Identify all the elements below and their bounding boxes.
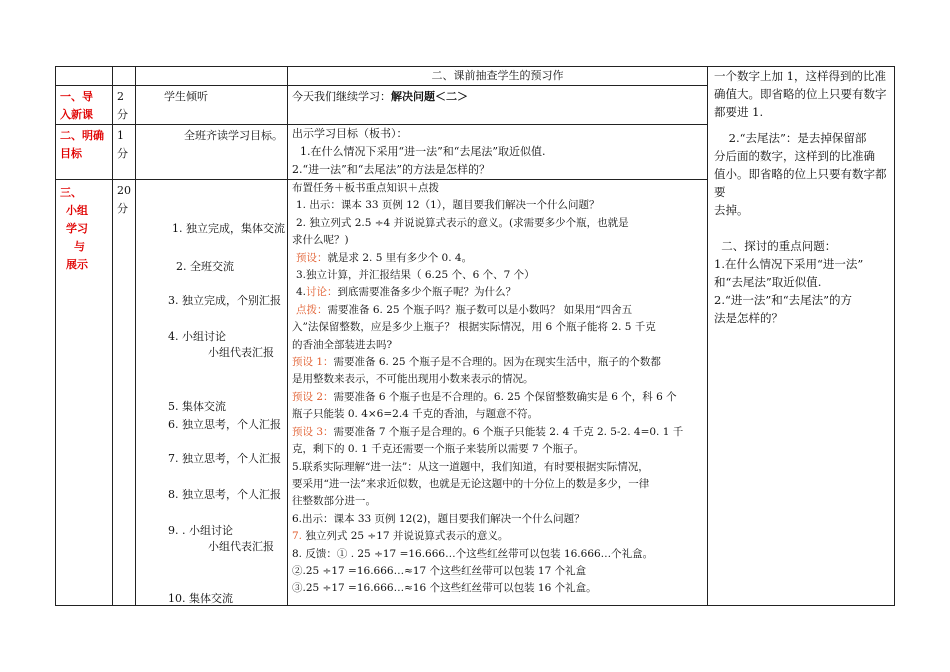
objective-heading: 出示学习目标（板书）： <box>292 127 408 140</box>
task-line: 要采用“进一法”来求近似数，也就是无论这题中的十分位上的数是多少，一律 <box>292 477 650 490</box>
intro-text: 今天我们继续学习： <box>292 90 391 103</box>
preset-2-label: 预设 2： <box>292 390 334 403</box>
time-cell-1 <box>113 86 136 125</box>
student-step-7: 7. 独立思考，个人汇报 <box>168 452 281 465</box>
student-cell-1 <box>136 86 288 125</box>
stage-label: 展示 <box>66 258 88 271</box>
task-line: 5.联系实际理解“进一法”：从这一道题中，我们知道，有时要根据实际情况， <box>292 460 649 473</box>
step-7-num: 7. <box>292 530 303 543</box>
intro-topic: 解决问题＜二＞ <box>391 90 468 103</box>
right-p3-title: 二、探讨的重点问题： <box>714 239 837 253</box>
student-step-8: 8. 独立思考，个人汇报 <box>168 488 281 501</box>
lesson-plan-table <box>55 66 895 606</box>
student-step-10: 10. 集体交流 <box>168 592 233 605</box>
stage-label: 小组 <box>66 204 88 217</box>
header-empty-time <box>113 67 136 86</box>
preset-2-text: 需要准备 6 个瓶子也是不合理的。6. 25 个保留整数确实是 6 个，科 6 个 <box>333 390 677 403</box>
header-empty-stage <box>56 67 113 86</box>
task-line: ②.25 ÷17 =16.666…≈17 个这些红丝带可以包装 17 个礼盒 <box>292 564 587 577</box>
right-notes-cell <box>708 67 895 606</box>
preset-3-text: 克，剩下的 0. 1 千克还需要一个瓶子来装所以需要 7 个瓶子。 <box>292 443 585 456</box>
student-step-2: 2. 全班交流 <box>176 260 234 273</box>
right-p1-line: 一个数字上加 1，这样得到的比准 <box>714 69 886 83</box>
student-step-4b: 小组代表汇报 <box>208 346 274 359</box>
stage-cell-1 <box>56 86 113 125</box>
preset-label: 预设： <box>296 251 328 264</box>
teacher-cell-1 <box>288 86 708 125</box>
teacher-cell-2 <box>288 125 708 180</box>
right-p3-line: 1.在什么情况下采用“进一法” <box>714 257 864 271</box>
hint-text: 需要准备 6. 25 个瓶子吗？瓶子数可以是小数吗？ 如果用“四舍五 <box>327 303 633 316</box>
student-step-9b: 小组代表汇报 <box>208 540 274 553</box>
student-step-5: 5. 集体交流 <box>168 400 226 413</box>
time-value: 20 <box>117 184 131 197</box>
student-activity: 全班齐读学习目标。 <box>184 129 283 142</box>
time-value: 2 <box>117 90 124 103</box>
stage-cell-2 <box>56 125 113 180</box>
stage-label: 与 <box>74 240 85 253</box>
right-p1-line: 都要进 1. <box>714 105 764 119</box>
right-p2-line: 2.“去尾法”：是去掉保留部 <box>714 131 867 145</box>
stage-label: 入新课 <box>60 108 93 121</box>
teacher-cell-3 <box>288 180 708 606</box>
stage-label: 一、导 <box>60 90 93 103</box>
student-cell-3 <box>136 180 288 606</box>
student-step-1: 1. 独立完成，集体交流 <box>172 222 285 235</box>
stage-label: 学习 <box>66 222 88 235</box>
preset-3-label: 预设 3： <box>292 425 334 438</box>
hint-label: 点拨： <box>296 303 328 316</box>
header-empty-student <box>136 67 288 86</box>
right-p2-line: 分后面的数字，这样到的比准确 <box>714 149 875 163</box>
preset-3-text: 需要准备 7 个瓶子是合理的。6 个瓶子只能装 2. 4 千克 2. 5-2. 4=0. 1 千 <box>333 425 684 438</box>
time-cell-2 <box>113 125 136 180</box>
task-line: 2. 独立列式 2.5 ÷4 并说说算式表示的意义。(求需要多少个瓶，也就是 <box>296 216 629 229</box>
hint-text: 入”法保留整数，应是多少上瓶子？ 根据实际情况，用 6 个瓶子能将 2. 5 千克 <box>292 321 656 334</box>
student-activity: 学生倾听 <box>164 90 208 103</box>
student-cell-2 <box>136 125 288 180</box>
right-p2-line: 要 <box>714 185 726 199</box>
preset-1-label: 预设 1： <box>292 356 334 369</box>
stage-label: 目标 <box>60 147 82 160</box>
task-line: 3.独立计算，并汇报结果（ 6.25 个、6 个、7 个） <box>296 269 535 282</box>
time-unit: 分 <box>117 147 128 160</box>
task-line: 1. 出示：课本 33 页例 12（1），题目要我们解决一个什么问题？ <box>296 199 600 212</box>
right-p3-line: 法是怎样的？ <box>714 311 783 325</box>
task-line: 8. 反馈：① . 25 ÷17 =16.666…个这些红丝带可以包装 16.666…个礼盒。 <box>292 547 654 560</box>
preset-2-text: 瓶子只能装 0. 4×6=2.4 千克的香油，与题意不符。 <box>292 408 539 421</box>
preset-text: 就是求 2. 5 里有多少个 0. 4。 <box>327 251 473 264</box>
right-p1-line: 确值大。即省略的位上只要有数字 <box>714 87 887 101</box>
stage-label: 三、 <box>60 186 82 199</box>
student-step-6: 6. 独立思考，个人汇报 <box>168 418 281 431</box>
time-value: 1 <box>117 129 124 142</box>
right-p2-line: 值小。即省略的位上只要有数字都 <box>714 167 887 181</box>
header-cell <box>288 67 708 86</box>
student-step-4: 4. 小组讨论 <box>168 330 226 343</box>
discuss-num: 4. <box>296 286 307 299</box>
objective-1: 1.在什么情况下采用“进一法”和“去尾法”取近似值. <box>300 145 546 158</box>
task-line: 往整数部分进一。 <box>292 495 376 508</box>
right-p3-line: 2.“进一法”和“去尾法”的方 <box>714 293 852 307</box>
hint-text: 的香油全部装进去吗? <box>292 338 393 351</box>
step-7-text: 独立列式 25 ÷17 并说说算式表示的意义。 <box>302 530 509 543</box>
preset-1-text: 需要准备 6. 25 个瓶子是不合理的。因为在现实生活中，瓶子的个数都 <box>333 356 661 369</box>
right-p3-line: 和“去尾法”取近似值. <box>714 275 822 289</box>
task-line: ③.25 ÷17 =16.666…≈16 个这些红丝带可以包装 16 个礼盒。 <box>292 582 597 595</box>
stage-label: 二、明确 <box>60 129 104 142</box>
discuss-text: 到底需要准备多少个瓶子呢？为什么？ <box>337 286 517 299</box>
preset-1-text: 是用整数来表示，不可能出现用小数来表示的情况。 <box>292 373 534 386</box>
right-p2-line: 去掉。 <box>714 203 749 217</box>
student-step-3: 3. 独立完成，个别汇报 <box>168 294 281 307</box>
discuss-label: 讨论： <box>306 286 338 299</box>
task-line: 求什么呢？) <box>292 234 349 247</box>
time-cell-3 <box>113 180 136 606</box>
stage-cell-3 <box>56 180 113 606</box>
task-heading: 布置任务＋板书重点知识＋点拨 <box>292 182 439 194</box>
objective-2: 2.“进一法”和“去尾法”的方法是怎样的？ <box>292 163 490 176</box>
header-title: 二、课前抽查学生的预习作 <box>431 69 564 82</box>
student-step-9: 9. . 小组讨论 <box>168 524 233 537</box>
time-unit: 分 <box>117 202 128 215</box>
time-unit: 分 <box>117 108 128 121</box>
task-line: 6.出示：课本 33 页例 12(2)，题目要我们解决一个什么问题？ <box>292 512 585 525</box>
